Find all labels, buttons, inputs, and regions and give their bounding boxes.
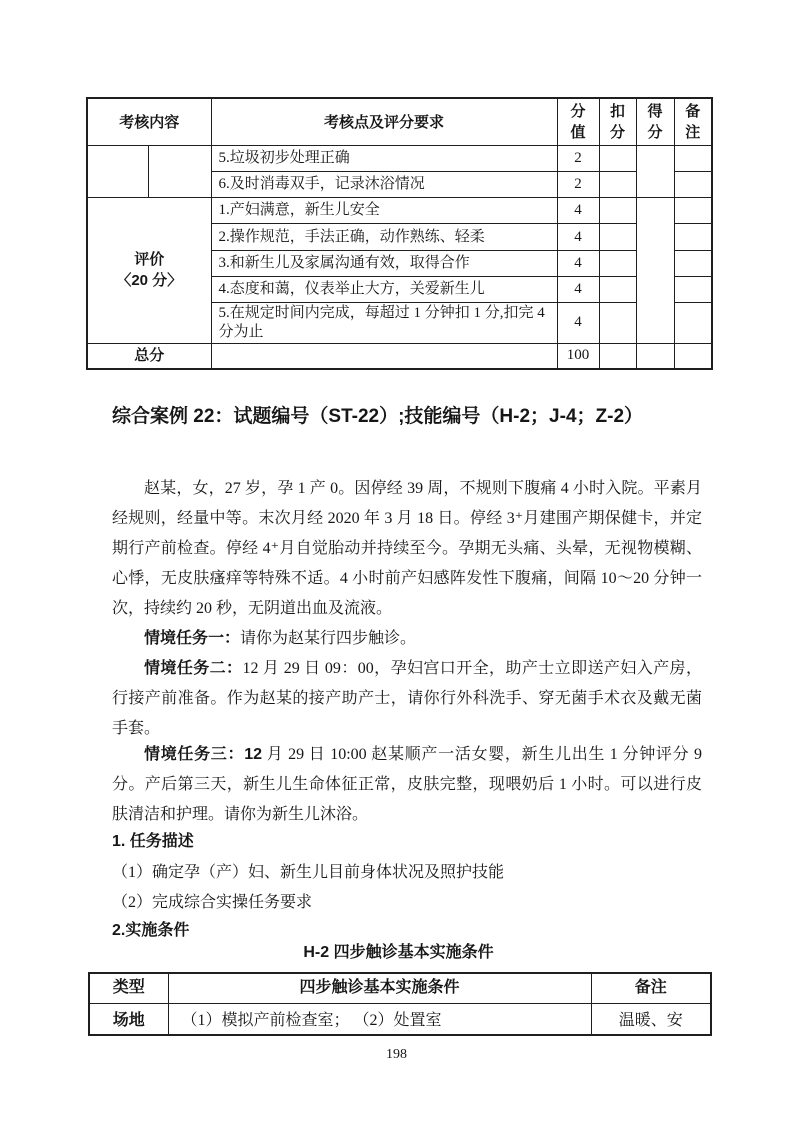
- empty-cell: [674, 172, 712, 198]
- header-score: 分值: [557, 98, 599, 146]
- task-3-label: 情境任务三：12: [144, 746, 262, 763]
- task-1-label: 情境任务一：: [144, 630, 241, 647]
- header-note: 备注: [674, 98, 712, 146]
- header-condition: 四步触诊基本实施条件: [168, 973, 591, 1003]
- criteria-cell: 5.在规定时间内完成，每超过 1 分钟扣 1 分,扣完 4 分为止: [211, 303, 557, 344]
- empty-cell: [599, 277, 636, 303]
- task-2-paragraph: [112, 654, 702, 744]
- note-cell: 温暖、安: [591, 1003, 711, 1035]
- score-cell: 4: [557, 224, 599, 251]
- case-intro-paragraph: 赵某，女，27 岁，孕 1 产 0。因停经 39 周，不规则下腹痛 4 小时入院。平素月经规则，经量中等。末次月经 2020 年 3 月 18 日。停经 3⁺月建围产期保健卡，并定期行产前检查。停经 4⁺月自觉胎动并持续至今。孕期无头痛、头晕，无视物模糊、心悸，无皮肤瘙痒等特殊不适。4 小时前产妇感阵发性下腹痛，间隔 10～20 分钟一次，持续约 20 秒，无阴道出血及流液。: [112, 480, 702, 617]
- task-1-text: 请你为赵某行四步触诊。: [240, 630, 417, 647]
- task-3-text: 月 29 日 10:00 赵某顺产一活女婴，新生儿出生 1 分钟评分 9 分。产后第三天，新生儿生命体征正常，皮肤完整，现喂奶后 1 小时。可以进行皮肤清洁和护理。请你为新生儿沐浴。: [112, 746, 702, 823]
- group-label-line2: 〈20 分〉: [116, 272, 183, 290]
- page-number: 198: [386, 1047, 407, 1062]
- score-cell: 2: [557, 172, 599, 198]
- empty-cell: [599, 343, 636, 369]
- condition-cell: （1）模拟产前检查室； （2）处置室: [168, 1003, 591, 1035]
- empty-cell: [674, 146, 712, 172]
- table-total-row: [87, 343, 712, 369]
- section-1-title: 1. 任务描述: [112, 833, 194, 850]
- score-cell: 4: [557, 277, 599, 303]
- empty-cell: [674, 224, 712, 251]
- criteria-cell: 3.和新生儿及家属沟通有效，取得合作: [211, 251, 557, 277]
- empty-cell: [599, 172, 636, 198]
- empty-cell: [211, 343, 557, 369]
- criteria-cell: 4.态度和蔼，仪表举止大方，关爱新生儿: [211, 277, 557, 303]
- empty-cell: [599, 224, 636, 251]
- empty-cell: [674, 277, 712, 303]
- table-row: [87, 198, 712, 224]
- total-score-cell: 100: [557, 343, 599, 369]
- empty-cell: [87, 146, 148, 198]
- empty-cell: [636, 146, 674, 198]
- empty-cell: [674, 303, 712, 344]
- table-row: [89, 1003, 711, 1035]
- header-note: 备注: [591, 973, 711, 1003]
- header-content: 考核内容: [87, 98, 211, 146]
- empty-cell: [599, 146, 636, 172]
- case-heading: 综合案例 22：试题编号（ST-22）;技能编号（H-2；J-4；Z-2）: [112, 406, 644, 427]
- group-label-cell: [87, 198, 211, 344]
- score-cell: 4: [557, 303, 599, 344]
- task-3-paragraph: [112, 740, 702, 830]
- section-1-item-1: （1）确定孕（产）妇、新生儿目前身体状况及照护技能: [112, 864, 505, 881]
- empty-cell: [674, 343, 712, 369]
- empty-cell: [599, 251, 636, 277]
- task-1-paragraph: [112, 624, 702, 654]
- empty-cell: [148, 146, 211, 198]
- task-2-text: 12 月 29 日 09：00，孕妇宫口开全，助产士立即送产妇入产房，行接产前准备。作为赵某的接产助产士，请你行外科洗手、穿无菌手术衣及戴无菌手套。: [112, 660, 702, 737]
- criteria-cell: 5.垃圾初步处理正确: [211, 146, 557, 172]
- header-type: 类型: [89, 973, 168, 1003]
- empty-cell: [636, 198, 674, 344]
- score-cell: 4: [557, 198, 599, 224]
- header-gain: 得分: [636, 98, 674, 146]
- score-cell: 4: [557, 251, 599, 277]
- header-deduct: 扣分: [599, 98, 636, 146]
- empty-cell: [674, 251, 712, 277]
- criteria-cell: 2.操作规范，手法正确，动作熟练、轻柔: [211, 224, 557, 251]
- group-label-line1: 评价: [134, 250, 165, 268]
- table-row: [87, 146, 712, 172]
- header-points: 考核点及评分要求: [211, 98, 557, 146]
- table-header-row: [87, 98, 712, 146]
- assessment-score-table: [86, 97, 713, 370]
- criteria-cell: 6.及时消毒双手，记录沐浴情况: [211, 172, 557, 198]
- task-2-label: 情境任务二：: [144, 660, 243, 677]
- table-header-row: [89, 973, 711, 1003]
- empty-cell: [599, 303, 636, 344]
- empty-cell: [674, 198, 712, 224]
- criteria-cell: 1.产妇满意，新生儿安全: [211, 198, 557, 224]
- total-label-cell: 总分: [87, 343, 211, 369]
- impl-table-caption: H-2 四步触诊基本实施条件: [303, 944, 494, 961]
- empty-cell: [636, 343, 674, 369]
- section-1-item-2: （2）完成综合实操任务要求: [112, 894, 313, 911]
- score-cell: 2: [557, 146, 599, 172]
- implementation-conditions-table: [88, 972, 712, 1036]
- empty-cell: [599, 198, 636, 224]
- section-2-title: 2.实施条件: [112, 922, 190, 939]
- type-cell: 场地: [89, 1003, 168, 1035]
